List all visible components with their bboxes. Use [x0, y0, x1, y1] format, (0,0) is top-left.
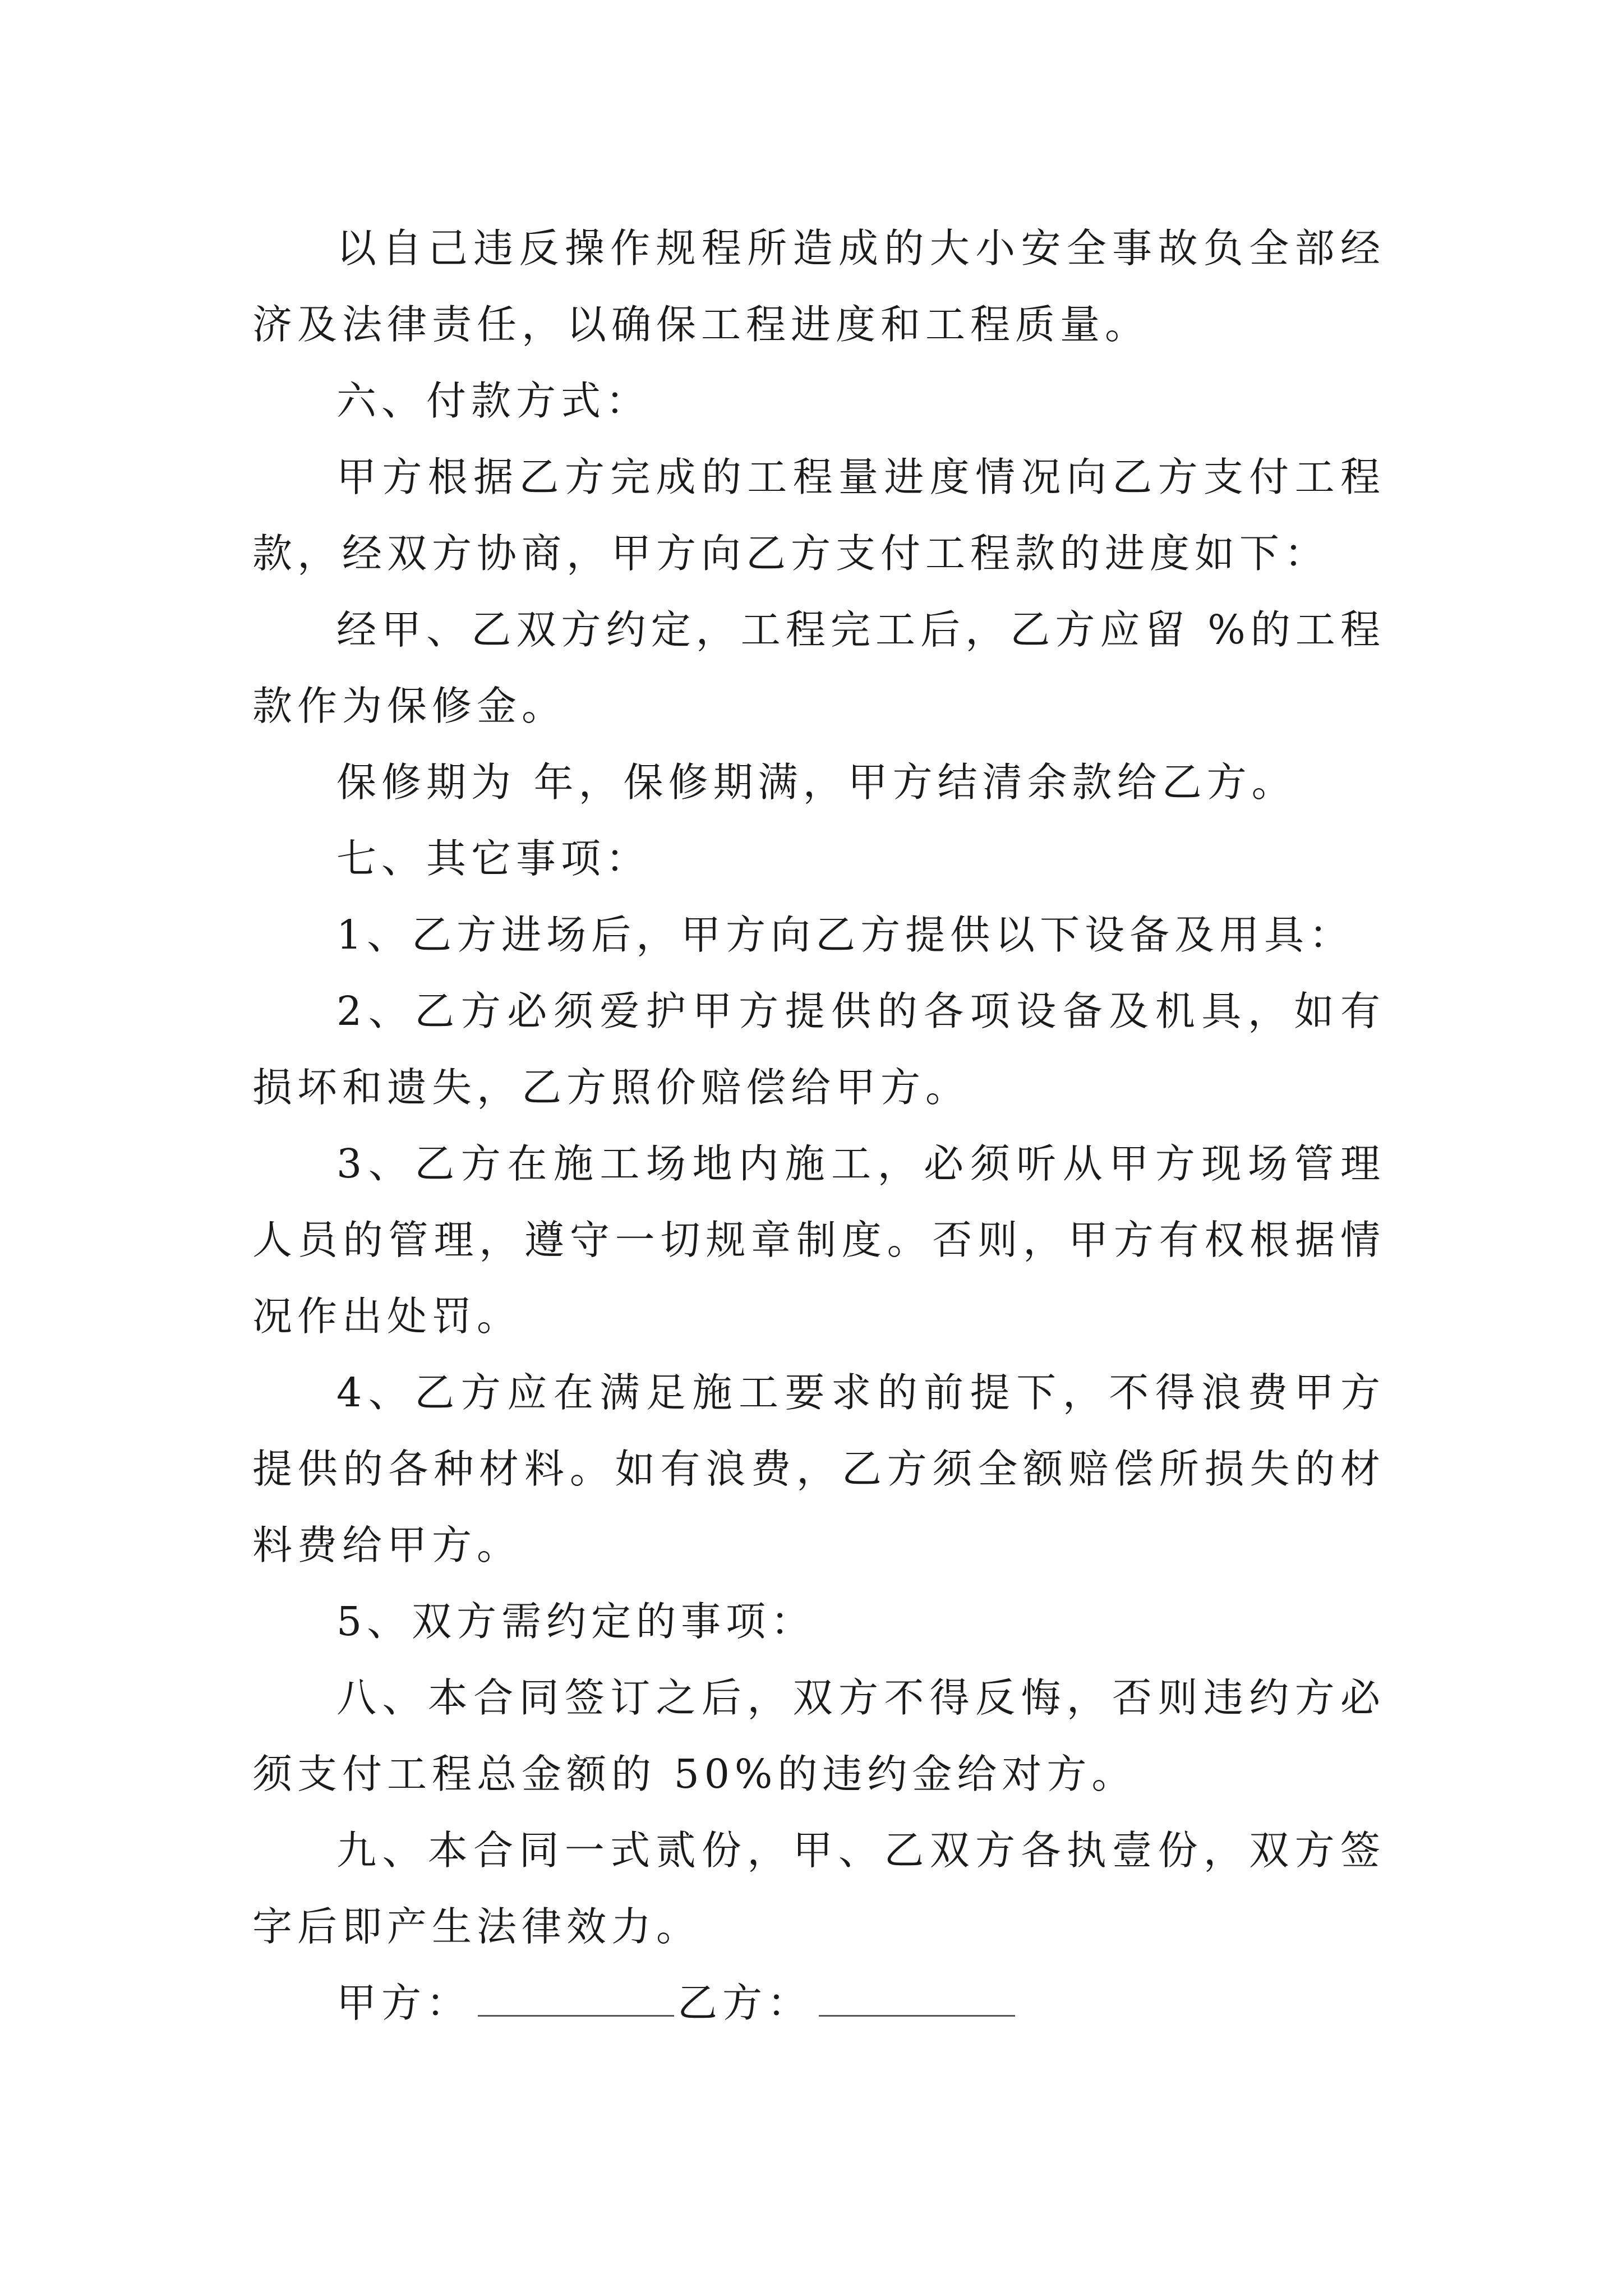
- party-a-signature-blank: [478, 1981, 674, 2017]
- clause-3-site-management: 3、乙方在施工场地内施工，必须听从甲方现场管理人员的管理，遵守一切规章制度。否则，甲方有权根据情况作出处罚。: [252, 1140, 1385, 1340]
- signature-line: [252, 1965, 1385, 2041]
- paragraph-payment-progress: 甲方根据乙方完成的工程量进度情况向乙方支付工程款，经双方协商，甲方向乙方支付工程款的进度如下：: [252, 454, 1385, 577]
- section-heading-payment: 六、付款方式：: [336, 378, 651, 424]
- document-body: [252, 210, 1385, 2041]
- clause-1-equipment: 1、乙方进场后，甲方向乙方提供以下设备及用具：: [336, 912, 1354, 958]
- party-b-signature-blank: [819, 1981, 1015, 2017]
- section-heading-other-matters: 七、其它事项：: [336, 835, 651, 882]
- clause-5-agreed-matters: 5、双方需约定的事项：: [336, 1598, 816, 1645]
- party-a-label: 甲方：: [336, 1980, 472, 2026]
- paragraph-retention: 经甲、乙双方约定，工程完工后，乙方应留 %的工程款作为保修金。: [252, 606, 1385, 729]
- paragraph-safety-liability: 以自己违反操作规程所造成的大小安全事故负全部经济及法律责任，以确保工程进度和工程质量。: [252, 225, 1385, 348]
- clause-2-equipment-care: 2、乙方必须爱护甲方提供的各项设备及机具，如有损坏和遗失，乙方照价赔偿给甲方。: [252, 988, 1385, 1111]
- party-b-label: 乙方：: [677, 1980, 813, 2026]
- paragraph-warranty-period: 保修期为 年，保修期满，甲方结清余款给乙方。: [336, 759, 1297, 806]
- section-9-copies-effect: 九、本合同一式贰份，甲、乙双方各执壹份，双方签字后即产生法律效力。: [252, 1827, 1385, 1950]
- clause-4-materials: 4、乙方应在满足施工要求的前提下，不得浪费甲方提供的各种材料。如有浪费，乙方须全额赔偿所损失的材料费给甲方。: [252, 1369, 1385, 1568]
- section-8-breach-penalty: 八、本合同签订之后，双方不得反悔，否则违约方必须支付工程总金额的 50%的违约金给对方。: [252, 1674, 1385, 1797]
